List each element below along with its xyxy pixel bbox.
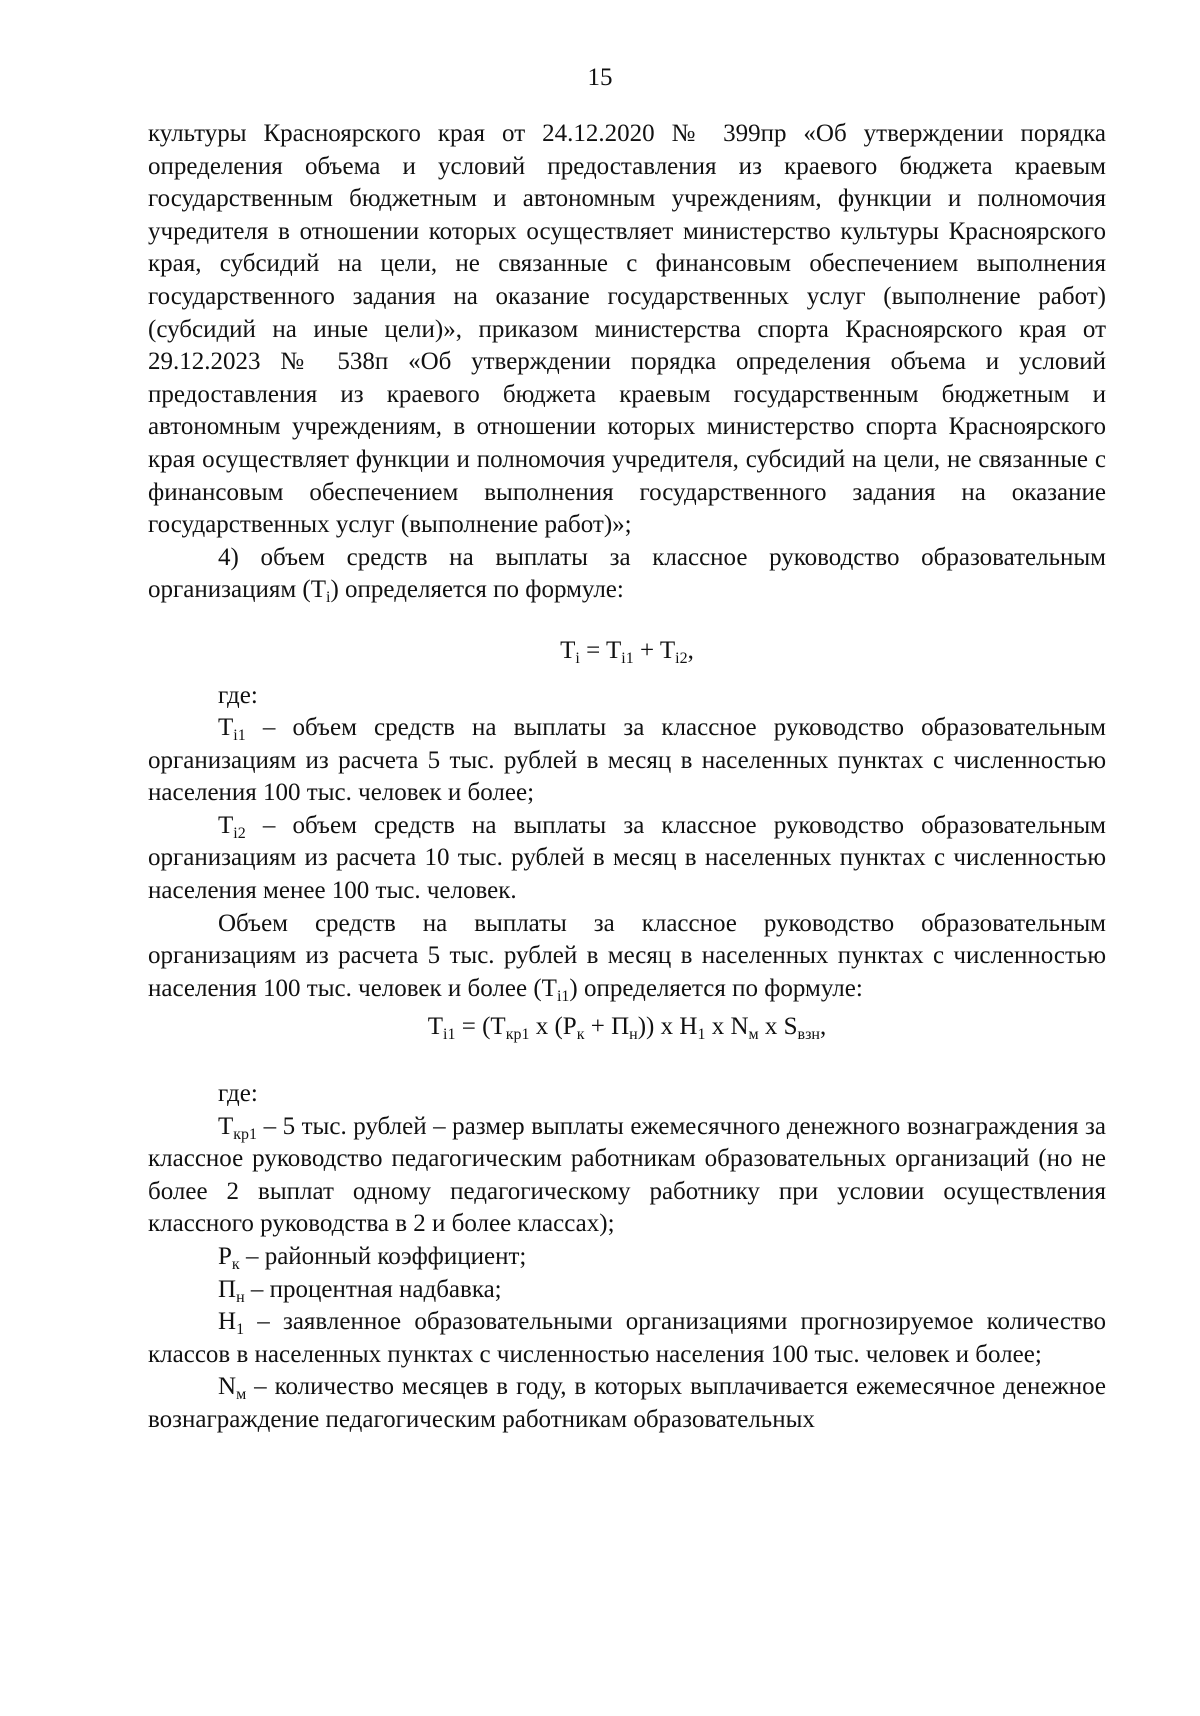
definition-h1: $Н_1$ – заявленное образовательными организациями прогнозируемое количество классов в населенных пунктах с численностью населения 100 тыс. человек и более;: [148, 1308, 1106, 1368]
document-body: [148, 118, 1106, 1437]
definition-pn: $П_н$ – процентная надбавка;: [218, 1275, 502, 1306]
where-label-1: где:: [218, 681, 258, 709]
definition-ti2: $T_{i2}$ – объем средств на выплаты за классное руководство образовательным организациям из расчета 10 тыс. рублей в месяц в населенных пунктах с численностью населения менее 100 тыс. человек.: [148, 811, 1106, 905]
definition-rk: $Р_к$ – районный коэффициент;: [218, 1243, 527, 1273]
definition-ti1: $T_{i1}$ – объем средств на выплаты за классное руководство образовательным организациям из расчета 5 тыс. рублей в месяц в населенных пунктах с численностью населения 100 тыс. человек и более;: [148, 714, 1106, 807]
paragraph-orders-reference: культуры Красноярского края от 24.12.2020 № 399пр «Об утверждении порядка определения объема и условий предоставления из краевого бюджета краевым государственным бюджетным и автономным учреждениям, функции и полномочия учредителя в отношении которых осуществляет министерство культуры Красноярского края, субсидий на цели, не связанные с финансовым обеспечением выполнения государственного задания на оказание государственных услуг (выполнение работ) (субсидий на иные цели)», приказом министерства спорта Красноярского края от 29.12.2023 № 538п «Об утверждении порядка определения объема и условий предоставления из краевого бюджета краевым государственным бюджетным и автономным учреждениям, в отношении которых министерство спорта Красноярского края осуществляет функции и полномочия учредителя, субсидий на цели, не связанные с финансовым обеспечением выполнения государственного задания на оказание государственных услуг (выполнение работ)»;: [148, 120, 1106, 539]
paragraph-ti1-intro: Объем средств на выплаты за классное руководство образовательным организациям из расчета 5 тыс. рублей в месяц в населенных пунктах с численностью населения 100 тыс. человек и более $(T_{i1})$ определяется по формуле:: [148, 909, 1106, 1005]
formula-ti: $T_i = T_{i1} + T_{i2}$,: [560, 636, 694, 667]
where-label-2: где:: [218, 1080, 258, 1108]
page-number: 15: [587, 64, 613, 91]
definition-tkr1: $T_{кр1} - 5$ тыс. рублей – размер выплаты ежемесячного денежного вознаграждения за классное руководство педагогическим работникам образовательных организаций (но не более 2 выплат одному педагогическому работнику при условии осуществления классного руководства в 2 и более классах);: [148, 1112, 1106, 1238]
paragraph-item-4: 4) объем средств на выплаты за классное руководство образовательным организациям $(T_i)$ определяется по формуле:: [148, 543, 1106, 607]
definition-nm: $N_м$ – количество месяцев в году, в которых выплачивается ежемесячное денежное вознаграждение педагогическим работникам образовательных: [148, 1373, 1106, 1433]
formula-ti1: $T_{i1} = (T_{кр1}$ х $(Р_к + П_н)$) х $Н_1$ х $N_м$ х $S_{взн}$,: [427, 1013, 827, 1044]
